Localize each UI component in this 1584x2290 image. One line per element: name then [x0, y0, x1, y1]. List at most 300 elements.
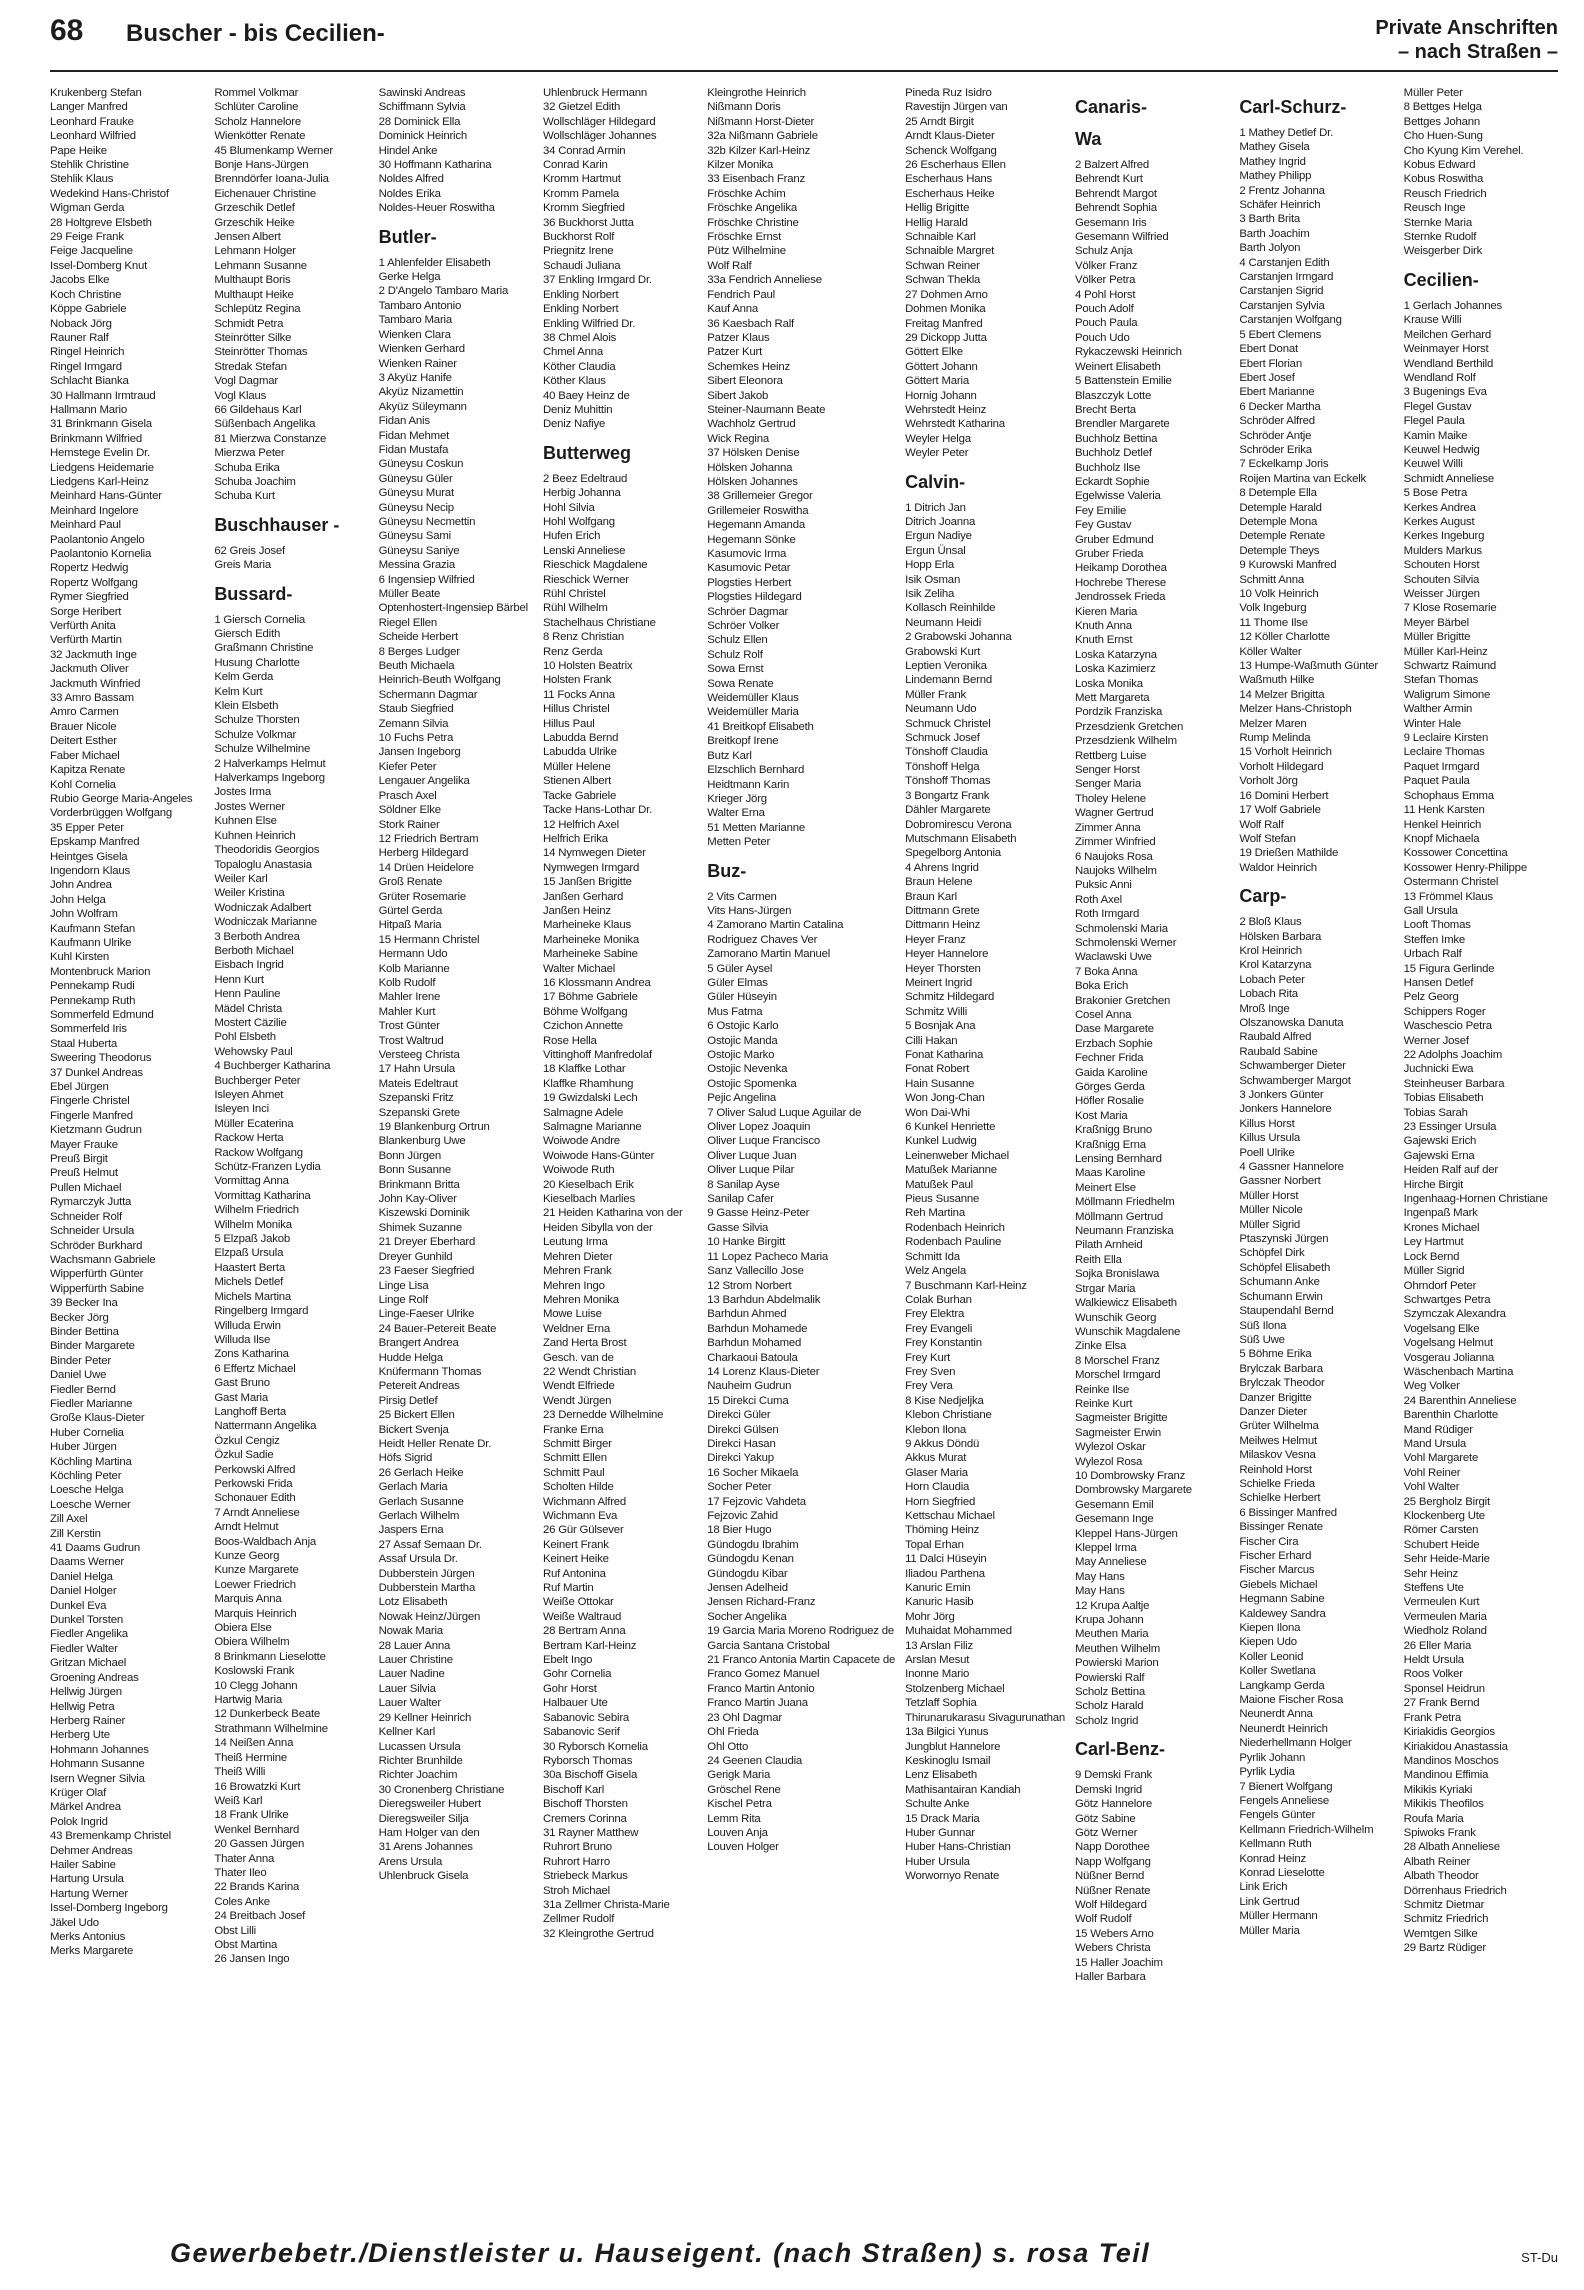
resident-entry: Akkus Murat [905, 1452, 967, 1465]
resident-entry: 16 Socher Mikaela [707, 1466, 799, 1479]
resident-entry: Nauheim Gudrun [707, 1380, 792, 1393]
resident-entry: Hermann Udo [378, 948, 448, 961]
resident-entry: Kunze Georg [214, 1550, 280, 1562]
resident-entry: Scheide Herbert [378, 631, 458, 644]
resident-entry: Blankenburg Uwe [378, 1135, 466, 1148]
resident-entry: 10 Holsten Beatrix [542, 660, 633, 673]
resident-entry: Isleyen Inci [214, 1103, 269, 1116]
resident-entry: Butz Karl [707, 749, 752, 762]
resident-entry: Müller Helene [542, 760, 611, 773]
resident-entry: Schmuck Christel [905, 717, 991, 730]
resident-entry: Sibert Eleonora [707, 375, 783, 388]
resident-entry: Rackow Wolfgang [214, 1146, 303, 1159]
resident-entry: Schäfer Heinrich [1239, 199, 1321, 212]
resident-entry: Merks Antonius [50, 1931, 126, 1943]
resident-entry: Grillemeier Roswitha [707, 504, 809, 517]
resident-entry: Nowak Heinz/Jürgen [378, 1610, 481, 1623]
resident-entry: Vogelsang Helmut [1403, 1337, 1493, 1350]
resident-entry: Höfler Rosalie [1075, 1095, 1144, 1108]
resident-entry: Lobach Peter [1239, 973, 1305, 986]
resident-entry: Hölsken Barbara [1239, 930, 1322, 943]
resident-entry: Schmitz Friedrich [1403, 1913, 1489, 1926]
resident-entry: Dähler Margarete [905, 804, 991, 817]
resident-entry: Klockenberg Ute [1403, 1510, 1485, 1522]
resident-entry: 10 Volk Heinrich [1239, 588, 1319, 600]
resident-entry: Barhdun Mohamed [707, 1337, 802, 1350]
resident-entry: Kost Maria [1075, 1109, 1128, 1122]
resident-entry: Stefan Thomas [1403, 674, 1479, 687]
resident-entry: Staal Huberta [50, 1037, 118, 1050]
resident-entry: Pyrlik Lydia [1239, 1766, 1295, 1779]
resident-entry: Scholten Hilde [542, 1481, 614, 1494]
resident-entry: 18 Frank Ulrike [214, 1809, 289, 1822]
resident-entry: Tönshoff Helga [905, 760, 980, 773]
resident-entry: 37 Dunkel Andreas [50, 1066, 143, 1079]
resident-entry: Optenhostert-Ingensiep Bärbel [378, 602, 528, 615]
resident-entry: Walther Armin [1403, 703, 1473, 716]
resident-entry: Kobus Roswitha [1403, 173, 1484, 186]
resident-entry: 6 Kunkel Henriette [905, 1121, 996, 1134]
resident-entry: Gerke Helga [378, 271, 441, 284]
resident-entry: Steffens Ute [1403, 1582, 1464, 1595]
resident-entry: Zand Herta Brost [542, 1337, 627, 1350]
resident-entry: Huber Ursula [905, 1855, 970, 1868]
resident-entry: Liedgens Heidemarie [50, 461, 154, 474]
resident-entry: Kanuric Hasib [905, 1596, 974, 1609]
resident-entry: Loska Kazimierz [1075, 663, 1156, 676]
resident-entry: Gerlach Maria [378, 1481, 448, 1494]
resident-entry: Multhaupt Heike [214, 288, 294, 301]
resident-entry: Sabanovic Sebira [542, 1711, 630, 1724]
resident-entry: Kraßnigg Erna [1075, 1138, 1146, 1151]
resident-entry: Fejzovic Zahid [707, 1510, 778, 1522]
resident-entry: Urbach Ralf [1403, 948, 1462, 961]
resident-entry: Kiszewski Dominik [378, 1207, 470, 1220]
resident-entry: Willuda Ilse [214, 1333, 271, 1346]
resident-entry: Lenz Elisabeth [905, 1769, 978, 1782]
resident-entry: 19 Garcia Maria Moreno Rodriguez de [707, 1625, 895, 1638]
resident-entry: Buckhorst Rolf [542, 231, 615, 244]
resident-entry: 33a Fendrich Anneliese [707, 274, 822, 287]
resident-entry: Kossower Henry-Philippe [1403, 861, 1527, 874]
resident-entry: Steinheuser Barbara [1403, 1077, 1505, 1090]
resident-entry: Berboth Michael [214, 944, 294, 957]
resident-entry: 11 Thome Ilse [1239, 616, 1308, 629]
resident-entry: Müller Sigrid [1403, 1265, 1465, 1278]
resident-entry: Hain Susanne [905, 1077, 975, 1090]
resident-entry: Trost Waltrud [378, 1034, 444, 1047]
resident-entry: Dombrowsky Margarete [1075, 1484, 1192, 1497]
resident-entry: Lock Bernd [1403, 1250, 1460, 1263]
resident-entry: Schouten Silvia [1403, 573, 1480, 586]
resident-entry: Göttert Elke [905, 346, 963, 359]
resident-entry: Mathey Ingrid [1239, 155, 1306, 168]
resident-entry: John Andrea [50, 879, 112, 892]
resident-entry: Kelm Gerda [214, 671, 274, 684]
resident-entry: Ravestijn Jürgen van [905, 101, 1008, 114]
resident-entry: Senger Horst [1075, 764, 1140, 777]
resident-entry: 32a Nißmann Gabriele [707, 130, 818, 143]
resident-entry: 18 Bier Hugo [707, 1524, 772, 1537]
resident-entry: Frey Konstantin [905, 1337, 982, 1350]
resident-entry: Schielke Herbert [1239, 1492, 1321, 1505]
resident-entry: Schemkes Heinz [707, 360, 790, 373]
resident-entry: Meuthen Wilhelm [1075, 1642, 1161, 1655]
resident-entry: Welz Angela [905, 1265, 967, 1278]
resident-entry: Mehren Frank [542, 1265, 612, 1278]
resident-entry: Franco Martin Antonio [707, 1682, 815, 1695]
resident-entry: Mehren Monika [542, 1293, 619, 1306]
resident-entry: Tönshoff Claudia [905, 746, 988, 759]
resident-entry: Rühl Christel [542, 588, 606, 600]
resident-entry: Obst Lilli [214, 1924, 256, 1937]
resident-entry: Schermann Dagmar [378, 688, 478, 701]
resident-entry: Göttert Maria [905, 375, 969, 388]
resident-entry: Dittmann Heinz [905, 919, 981, 932]
resident-entry: Wehrstedt Heinz [905, 403, 987, 416]
resident-entry: Mand Ursula [1403, 1437, 1467, 1450]
resident-entry: 15 Vorholt Heinrich [1239, 746, 1332, 759]
resident-entry: Gohr Horst [542, 1682, 597, 1695]
resident-entry: John Wolfram [50, 908, 118, 921]
resident-entry: 4 Zamorano Martin Catalina [707, 919, 844, 932]
street-range-title: Buscher - bis Cecilien- [126, 20, 385, 47]
resident-entry: Hohmann Susanne [50, 1758, 145, 1771]
resident-entry: Höfs Sigrid [378, 1452, 433, 1465]
resident-entry: Hartung Ursula [50, 1873, 124, 1886]
resident-entry: 23 Dernedde Wilhelmine [542, 1409, 664, 1422]
resident-entry: Fingerle Christel [50, 1095, 130, 1108]
resident-entry: Gesemann Iris [1075, 216, 1147, 229]
resident-entry: Krol Heinrich [1239, 944, 1302, 957]
resident-entry: Mikikis Kyriaki [1403, 1783, 1473, 1796]
resident-entry: Wodniczak Marianne [214, 916, 317, 929]
resident-entry: Leinenweber Michael [905, 1149, 1009, 1162]
resident-entry: Buchberger Peter [214, 1074, 301, 1087]
resident-entry: Dase Margarete [1075, 1023, 1154, 1036]
resident-entry: Sanz Vallecillo Jose [707, 1265, 804, 1278]
resident-entry: Weisgerber Dirk [1403, 245, 1483, 258]
resident-entry: Puksic Anni [1075, 879, 1132, 892]
resident-entry: Ohl Frieda [707, 1726, 759, 1739]
resident-entry: Kerkes Andrea [1403, 501, 1476, 514]
resident-entry: Sweering Theodorus [50, 1052, 152, 1065]
resident-entry: Hufen Erich [542, 530, 601, 543]
resident-entry: Köchling Peter [50, 1470, 122, 1482]
resident-entry: 15 Drack Maria [905, 1812, 980, 1825]
resident-entry: Sabanovic Serif [542, 1726, 620, 1739]
resident-entry: Kromm Hartmut [542, 173, 621, 186]
resident-entry: Lobach Rita [1239, 988, 1298, 1001]
directory-column-2 [214, 86, 368, 2226]
resident-entry: Frey Elektra [905, 1308, 965, 1321]
resident-entry: Steffen Imke [1403, 933, 1466, 946]
resident-entry: Müller Ecaterina [214, 1117, 294, 1130]
resident-entry: Stehlik Christine [50, 159, 129, 172]
resident-entry: Amro Carmen [50, 706, 119, 719]
resident-entry: Kiepen Udo [1239, 1636, 1297, 1649]
resident-entry: Müller Sigrid [1239, 1218, 1301, 1231]
resident-entry: Rauner Ralf [50, 331, 109, 344]
resident-entry: Behrendt Margot [1075, 187, 1157, 200]
resident-entry: Reusch Inge [1403, 202, 1466, 215]
resident-entry: Loesche Werner [50, 1498, 131, 1511]
resident-entry: Stork Rainer [378, 818, 440, 831]
resident-entry: Meilwes Helmut [1239, 1434, 1317, 1447]
resident-entry: Richter Brunhilde [378, 1754, 463, 1767]
resident-entry: Sehr Heide-Marie [1403, 1553, 1490, 1566]
resident-entry: Lauer Nadine [378, 1668, 445, 1681]
resident-entry: Iliadou Parthena [905, 1567, 985, 1580]
resident-entry: 31 Rayner Matthew [542, 1826, 639, 1839]
resident-entry: Kiepen Ilona [1239, 1622, 1301, 1635]
resident-entry: Weiler Karl [214, 872, 268, 885]
resident-entry: Ohrndorf Peter [1403, 1279, 1477, 1292]
resident-entry: 25 Arndt Birgit [905, 115, 974, 128]
resident-entry: Jensen Richard-Franz [707, 1596, 816, 1609]
resident-entry: Thöming Heinz [905, 1524, 980, 1537]
resident-entry: Deniz Muhittin [542, 403, 613, 416]
resident-entry: Bissinger Renate [1239, 1521, 1323, 1534]
resident-entry: Issel-Domberg Ingeborg [50, 1902, 168, 1915]
resident-entry: Klebon Ilona [905, 1423, 967, 1436]
resident-entry: Spegelborg Antonia [905, 847, 1001, 860]
resident-entry: Meinert Else [1075, 1181, 1136, 1194]
resident-entry: Schmolenski Maria [1075, 922, 1168, 935]
resident-entry: Wipperfürth Günter [50, 1268, 144, 1281]
resident-entry: Tholey Helene [1075, 792, 1146, 805]
resident-entry: 4 Ahrens Ingrid [905, 861, 979, 874]
resident-entry: Kiefer Peter [378, 760, 437, 773]
resident-entry: Kraßnigg Bruno [1075, 1124, 1152, 1137]
resident-entry: Neunerdt Heinrich [1239, 1722, 1328, 1735]
directory-column-7 [1075, 86, 1229, 2226]
resident-entry: Theiß Willi [214, 1766, 266, 1779]
resident-entry: Süß Ilona [1239, 1319, 1287, 1332]
resident-entry: Elzpaß Ursula [214, 1247, 284, 1260]
resident-entry: Weg Volker [1403, 1380, 1460, 1393]
resident-entry: Daniel Holger [50, 1585, 117, 1598]
resident-entry: Gesch. van de [542, 1351, 614, 1364]
resident-entry: Poell Ulrike [1239, 1146, 1295, 1159]
resident-entry: Socher Angelika [707, 1610, 787, 1623]
resident-entry: Leutung Irma [542, 1236, 608, 1249]
resident-entry: Gruber Frieda [1075, 547, 1144, 560]
resident-entry: Bischoff Karl [542, 1783, 605, 1796]
resident-entry: Schröer Volker [707, 620, 780, 633]
resident-entry: Jensen Albert [214, 231, 281, 244]
resident-entry: 9 Akkus Döndü [905, 1437, 980, 1450]
resident-entry: Gesemann Inge [1075, 1513, 1154, 1526]
resident-entry: 38 Chmel Alois [542, 331, 617, 344]
resident-entry: Thater Anna [214, 1852, 275, 1865]
resident-entry: 14 Drüen Heidelore [378, 861, 474, 874]
resident-entry: Buchholz Bettina [1075, 432, 1158, 445]
resident-entry: Juchnicki Ewa [1403, 1063, 1474, 1076]
resident-entry: Schouten Horst [1403, 559, 1480, 572]
resident-entry: Kilzer Monika [707, 159, 774, 172]
resident-entry: Rodriguez Chaves Ver [707, 933, 818, 946]
resident-entry: 13a Bilgici Yunus [905, 1726, 989, 1739]
resident-entry: Lotz Elisabeth [378, 1596, 448, 1609]
resident-entry: Coles Anke [214, 1895, 270, 1908]
resident-entry: Wendland Berthild [1403, 357, 1494, 370]
resident-entry: 39 Becker Ina [50, 1297, 118, 1310]
resident-entry: Willuda Erwin [214, 1319, 281, 1332]
resident-entry: 17 Fejzovic Vahdeta [707, 1495, 806, 1508]
resident-entry: Meinhard Ingelore [50, 504, 139, 517]
resident-entry: Noldes Erika [378, 187, 441, 200]
resident-entry: Koller Leonid [1239, 1650, 1304, 1663]
resident-entry: Link Erich [1239, 1881, 1288, 1894]
resident-entry: 12 Dunkerbeck Beate [214, 1708, 321, 1721]
resident-entry: Keinert Frank [542, 1538, 609, 1551]
resident-entry: Patzer Klaus [707, 331, 770, 344]
resident-entry: 35 Epper Peter [50, 821, 124, 834]
resident-entry: Ringel Irmgard [50, 360, 122, 373]
resident-entry: Rymarczyk Jutta [50, 1196, 132, 1209]
resident-entry: Götz Werner [1075, 1826, 1138, 1839]
resident-entry: Richter Joachim [378, 1769, 458, 1782]
resident-entry: Schulze Thorsten [214, 714, 300, 727]
resident-entry: Ringel Heinrich [50, 346, 125, 359]
resident-entry: Behrendt Sophia [1075, 202, 1157, 215]
resident-entry: Kolb Rudolf [378, 976, 436, 989]
resident-entry: Koch Christine [50, 288, 122, 301]
resident-entry: Woiwode Hans-Günter [542, 1149, 655, 1162]
resident-entry: Kuhnen Else [214, 815, 277, 828]
directory-column-6 [905, 86, 1065, 2226]
resident-entry: Escherhaus Heike [905, 187, 995, 200]
resident-entry: Won Jong-Chan [905, 1092, 985, 1105]
resident-entry: Preuß Birgit [50, 1153, 108, 1166]
resident-entry: Tacke Hans-Lothar Dr. [542, 804, 653, 817]
resident-entry: Killus Horst [1239, 1117, 1295, 1130]
resident-entry: Meinhard Paul [50, 519, 121, 532]
resident-entry: Wagner Gertrud [1075, 807, 1154, 820]
resident-entry: Fonat Robert [905, 1063, 970, 1076]
resident-entry: Kromm Pamela [542, 187, 620, 200]
resident-entry: Ropertz Hedwig [50, 562, 129, 575]
resident-entry: Hegmann Sabine [1239, 1593, 1325, 1606]
resident-entry: Ingenpaß Mark [1403, 1207, 1478, 1220]
resident-entry: Schröder Erika [1239, 443, 1312, 456]
resident-entry: Hansen Detlef [1403, 976, 1474, 989]
resident-entry: Heiden Ralf auf der [1403, 1164, 1499, 1177]
resident-entry: Walter Erna [707, 807, 765, 820]
resident-entry: Ebert Josef [1239, 371, 1295, 384]
resident-entry: Buchholz Ilse [1075, 461, 1141, 474]
resident-entry: 26 Jansen Ingo [214, 1953, 290, 1966]
resident-entry: Göttert Johann [905, 360, 978, 373]
resident-entry: 5 Elzpaß Jakob [214, 1233, 291, 1246]
resident-entry: Horn Siegfried [905, 1495, 976, 1508]
resident-entry: Meyer Bärbel [1403, 616, 1470, 629]
resident-entry: Obiera Wilhelm [214, 1636, 290, 1649]
resident-entry: Zimmer Anna [1075, 821, 1141, 834]
resident-entry: Rump Melinda [1239, 732, 1311, 745]
resident-entry: 6 Ingensiep Wilfried [378, 573, 475, 586]
resident-entry: Wunschik Magdalene [1075, 1325, 1181, 1338]
directory-column-1 [50, 86, 204, 2226]
resident-entry: Schwan Reiner [905, 259, 980, 272]
resident-entry: Mahler Irene [378, 991, 441, 1004]
resident-entry: Lauer Silvia [378, 1682, 436, 1695]
resident-entry: Przesdzienk Gretchen [1075, 720, 1184, 733]
resident-entry: Ohl Otto [707, 1740, 749, 1753]
resident-entry: Schulz Rolf [707, 648, 763, 661]
resident-entry: Volk Ingeburg [1239, 602, 1307, 615]
resident-entry: Vogl Klaus [214, 389, 267, 402]
resident-entry: Hemstege Evelin Dr. [50, 447, 151, 460]
resident-entry: Nüßner Renate [1075, 1884, 1151, 1897]
resident-entry: 5 Böhme Erika [1239, 1348, 1312, 1361]
resident-entry: Detemple Mona [1239, 515, 1318, 528]
resident-entry: Schubert Heide [1403, 1538, 1480, 1551]
resident-entry: Fiedler Bernd [50, 1383, 116, 1396]
resident-entry: Brangert Andrea [378, 1337, 459, 1350]
resident-entry: Enkling Wilfried Dr. [542, 317, 636, 330]
resident-entry: Szymczak Alexandra [1403, 1308, 1506, 1321]
resident-entry: Schwamberger Margot [1239, 1074, 1351, 1087]
resident-entry: Kanuric Emin [905, 1582, 971, 1595]
resident-entry: Kellner Karl [378, 1726, 436, 1739]
resident-entry: 40 Baey Heinz de [542, 389, 630, 402]
resident-entry: Hellwig Petra [50, 1700, 115, 1713]
resident-entry: Franco Martin Juana [707, 1697, 808, 1710]
resident-entry: Vorholt Jörg [1239, 775, 1298, 788]
resident-entry: Söldner Elke [378, 804, 441, 817]
resident-entry: Brecht Berta [1075, 403, 1136, 416]
directory-columns [50, 86, 1558, 2226]
resident-entry: Mierzwa Peter [214, 447, 285, 460]
resident-entry: Hartwig Maria [214, 1694, 282, 1707]
resident-entry: Milaskov Vesna [1239, 1449, 1316, 1462]
resident-entry: 9 Kurowski Manfred [1239, 559, 1337, 572]
resident-entry: Thater Ileo [214, 1866, 267, 1879]
resident-entry: 7 Bienert Wolfgang [1239, 1780, 1333, 1793]
resident-entry: Köppe Gabriele [50, 303, 127, 316]
resident-entry: Fonat Katharina [905, 1049, 984, 1061]
resident-entry: 62 Greis Josef [214, 544, 285, 557]
resident-entry: Brauer Nicole [50, 720, 117, 733]
resident-entry: Lucassen Ursula [378, 1740, 461, 1753]
resident-entry: Kieselbach Marlies [542, 1193, 635, 1206]
street-heading: Calvin- [905, 471, 966, 492]
resident-entry: Jonkers Hannelore [1239, 1103, 1332, 1116]
resident-entry: Köller Walter [1239, 645, 1302, 658]
resident-entry: Preuß Helmut [50, 1167, 118, 1180]
resident-entry: Groß Renate [378, 876, 443, 889]
resident-entry: Krupa Johann [1075, 1614, 1144, 1627]
resident-entry: Müller Beate [378, 588, 441, 600]
resident-entry: Steinrötter Silke [214, 331, 292, 344]
resident-entry: Rodenbach Heinrich [905, 1221, 1005, 1234]
resident-entry: Scholz Hannelore [214, 115, 302, 128]
directory-column-3 [379, 86, 533, 2226]
resident-entry: Konrad Heinz [1239, 1852, 1306, 1865]
resident-entry: Daniel Uwe [50, 1369, 107, 1382]
resident-entry: 1 Mathey Detlef Dr. [1239, 127, 1334, 139]
resident-entry: Hohl Silvia [542, 501, 595, 514]
resident-entry: Kaldewey Sandra [1239, 1607, 1326, 1620]
resident-entry: Wendt Jürgen [542, 1394, 612, 1407]
resident-entry: Heidt Heller Renate Dr. [378, 1437, 492, 1450]
resident-entry: Groening Andreas [50, 1671, 139, 1684]
resident-entry: 24 Geenen Claudia [707, 1754, 803, 1767]
resident-entry: 30 Cronenberg Christiane [378, 1783, 505, 1796]
resident-entry: 32b Kilzer Karl-Heinz [707, 144, 811, 157]
